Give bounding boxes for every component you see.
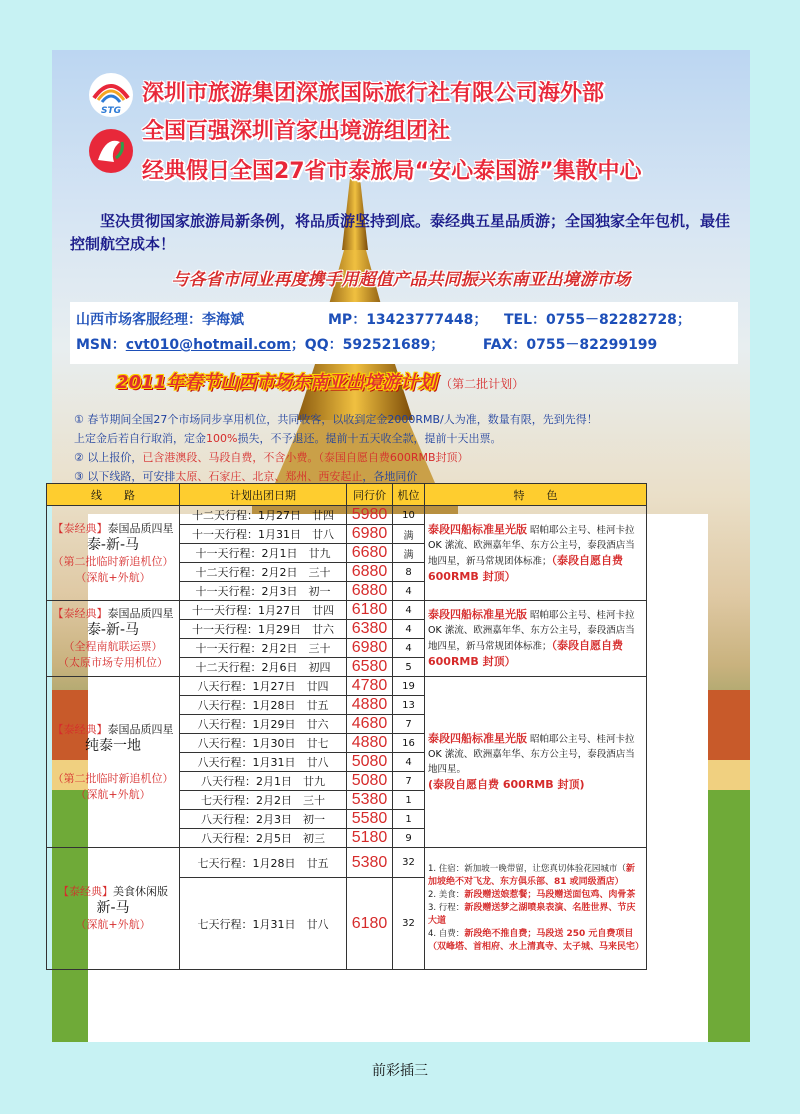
seat-cell: 1 xyxy=(393,810,425,829)
date-cell: 十一天行程：2月2日 三十 xyxy=(180,639,347,658)
plan-title xyxy=(116,368,524,394)
date-cell: 十一天行程：2月3日 初一 xyxy=(180,582,347,601)
seat-cell: 7 xyxy=(393,715,425,734)
seat-cell: 19 xyxy=(393,677,425,696)
col-route: 线 路 xyxy=(47,484,180,506)
notes xyxy=(74,410,734,486)
page-footer: 前彩插三 xyxy=(372,1063,428,1079)
seat-cell: 9 xyxy=(393,829,425,848)
date-cell: 八天行程：2月3日 初一 xyxy=(180,810,347,829)
date-cell: 八天行程：1月28日 廿五 xyxy=(180,696,347,715)
header-company: 深圳市旅游集团深旅国际旅行社有限公司海外部 xyxy=(142,81,605,106)
intro-text: 坚决贯彻国家旅游局新条例，将品质游坚持到底。泰经典五星品质游；全国独家全年包机，最佳控制航空成本！ xyxy=(70,212,731,253)
date-cell: 八天行程：1月30日 廿七 xyxy=(180,734,347,753)
date-cell: 十二天行程：2月2日 三十 xyxy=(180,563,347,582)
route-cell: 【泰经典】泰国品质四星 泰-新-马 （全程南航联运票） （太原市场专用机位） xyxy=(47,601,180,677)
price-cell: 6580 xyxy=(347,658,393,677)
stg-logo-icon xyxy=(88,72,134,118)
header-center: 经典假日全国27省市泰旅局“安心泰国游”集散中心 xyxy=(142,159,642,184)
seat-cell: 1 xyxy=(393,791,425,810)
table-header-row xyxy=(47,484,647,506)
date-cell: 八天行程：1月31日 廿八 xyxy=(180,753,347,772)
date-cell: 八天行程：2月1日 廿九 xyxy=(180,772,347,791)
date-cell: 十二天行程：1月27日 廿四 xyxy=(180,506,347,525)
travel-bureau-logo-icon xyxy=(88,128,134,174)
note-1: ① 春节期间全国27个市场同步享用机位，共同收客，以收到定金2000RMB/人为准，数量有限，先到先得！ xyxy=(74,413,598,426)
note-3: ② 以上报价，已含港澳段、马段自费，不含小费。（泰国自愿自费600RMB封顶） xyxy=(74,451,469,464)
price-cell: 6880 xyxy=(347,563,393,582)
price-cell: 4880 xyxy=(347,734,393,753)
price-cell: 5580 xyxy=(347,810,393,829)
date-cell: 八天行程：1月29日 廿六 xyxy=(180,715,347,734)
seat-cell: 13 xyxy=(393,696,425,715)
slogan: 与各省市同业再度携手用超值产品共同振兴东南亚出境游市场 xyxy=(171,270,631,290)
feature-line: 3. 行程：新段赠送梦之湖喷泉表演、名胜世界、节庆大道 xyxy=(428,903,636,926)
feature-line: 1. 住宿：新加坡一晚带留，让您真切体验花园城市（新加坡绝不对飞龙、东方俱乐部、81 或同级酒店） xyxy=(428,864,635,887)
seat-cell: 32 xyxy=(393,848,425,878)
price-cell: 6980 xyxy=(347,525,393,544)
feature-line: 4. 自费：新段绝不推自费；马段送 250 元自费项目（双峰塔、首相府、水上清真寺、太子城、马来民宅） xyxy=(428,929,645,952)
seat-cell: 8 xyxy=(393,563,425,582)
logo-text: STG xyxy=(100,106,122,116)
contact-box xyxy=(70,302,738,364)
price-cell: 5080 xyxy=(347,772,393,791)
col-feature: 特 色 xyxy=(425,484,647,506)
price-cell: 5380 xyxy=(347,791,393,810)
seat-cell: 4 xyxy=(393,753,425,772)
col-price: 同行价 xyxy=(347,484,393,506)
route-cell: 【泰经典】美食休闲版 新-马 （深航+外航） xyxy=(47,848,180,970)
seat-cell: 16 xyxy=(393,734,425,753)
date-cell: 八天行程：1月27日 廿四 xyxy=(180,677,347,696)
price-cell: 5380 xyxy=(347,848,393,878)
date-cell: 十一天行程：2月1日 廿九 xyxy=(180,544,347,563)
plan-title-sub: （第二批计划） xyxy=(440,377,525,391)
seat-cell: 4 xyxy=(393,620,425,639)
contact-msn-label: MSN： xyxy=(76,337,126,353)
seat-cell: 满 xyxy=(393,525,425,544)
feature-line: 2. 美食：新段赠送娘惹餐；马段赠送面包鸡、肉骨茶 xyxy=(428,890,636,900)
table-row xyxy=(47,506,647,525)
price-cell: 6980 xyxy=(347,639,393,658)
price-cell: 6180 xyxy=(347,601,393,620)
price-cell: 5080 xyxy=(347,753,393,772)
price-cell: 4780 xyxy=(347,677,393,696)
plan-title-main: 2011年春节山西市场东南亚出境游计划 xyxy=(116,372,437,393)
price-cell: 4880 xyxy=(347,696,393,715)
feature-cell: 泰段四船标准星光版 昭帕耶公主号、桂河卡拉OK 潆流、欧洲嘉年华、东方公主号，泰段酒店当地四星，新马常规团体标准；（泰段自愿自费600RMB 封顶） xyxy=(425,601,647,677)
note-2: 上定金后若自行取消，定金100%损失，不予退还。提前十五天收全款，提前十天出票。 xyxy=(74,432,502,445)
price-cell: 6880 xyxy=(347,582,393,601)
date-cell: 十一天行程：1月31日 廿八 xyxy=(180,525,347,544)
seat-cell: 7 xyxy=(393,772,425,791)
date-cell: 十二天行程：2月6日 初四 xyxy=(180,658,347,677)
col-date: 计划出团日期 xyxy=(180,484,347,506)
feature-cell: 泰段四船标准星光版 昭帕耶公主号、桂河卡拉OK 潆流、欧洲嘉年华、东方公主号，泰段酒店当地四星。 (泰段自愿自费 600RMB 封顶) xyxy=(425,677,647,848)
contact-manager: 山西市场客服经理：李海斌 xyxy=(76,312,244,328)
seat-cell: 4 xyxy=(393,639,425,658)
note-4: ③ 以下线路，可安排太原、石家庄、北京、郑州、西安起止，各地同价 xyxy=(74,470,418,483)
contact-msn-link[interactable]: cvt010@hotmail.com xyxy=(125,337,291,353)
seat-cell: 5 xyxy=(393,658,425,677)
route-cell: 【泰经典】泰国品质四星 泰-新-马 （第二批临时新追机位） （深航+外航） xyxy=(47,506,180,601)
table-row xyxy=(47,848,647,878)
contact-mp: MP：13423777448； xyxy=(328,312,488,328)
price-cell: 5180 xyxy=(347,829,393,848)
date-cell: 十一天行程：1月27日 廿四 xyxy=(180,601,347,620)
contact-qq: ；QQ：592521689； xyxy=(290,337,445,353)
date-cell: 十一天行程：1月29日 廿六 xyxy=(180,620,347,639)
date-cell: 七天行程：1月31日 廿八 xyxy=(180,878,347,970)
seat-cell: 4 xyxy=(393,601,425,620)
header-tagline: 全国百强深圳首家出境游组团社 xyxy=(142,119,451,144)
feature-cell xyxy=(425,848,647,970)
date-cell: 八天行程：2月5日 初三 xyxy=(180,829,347,848)
price-cell: 6380 xyxy=(347,620,393,639)
schedule-table xyxy=(46,483,647,970)
feature-cell: 泰段四船标准星光版 昭帕耶公主号、桂河卡拉OK 潆流、欧洲嘉年华、东方公主号，泰段酒店当地四星，新马常规团体标准；（泰段自愿自费600RMB 封顶） xyxy=(425,506,647,601)
price-cell: 6680 xyxy=(347,544,393,563)
col-seat: 机位 xyxy=(393,484,425,506)
contact-fax: FAX：0755－82299199 xyxy=(482,337,658,353)
seat-cell: 4 xyxy=(393,582,425,601)
date-cell: 七天行程：2月2日 三十 xyxy=(180,791,347,810)
table-row xyxy=(47,677,647,696)
price-cell: 5980 xyxy=(347,506,393,525)
seat-cell: 32 xyxy=(393,878,425,970)
price-cell: 4680 xyxy=(347,715,393,734)
seat-cell: 满 xyxy=(393,544,425,563)
route-cell: 【泰经典】泰国品质四星 纯泰一地 （第二批临时新追机位） （深航+外航） xyxy=(47,677,180,848)
contact-tel: TEL：0755－82282728； xyxy=(504,312,691,328)
table-row xyxy=(47,601,647,620)
seat-cell: 10 xyxy=(393,506,425,525)
date-cell: 七天行程：1月28日 廿五 xyxy=(180,848,347,878)
price-cell: 6180 xyxy=(347,878,393,970)
